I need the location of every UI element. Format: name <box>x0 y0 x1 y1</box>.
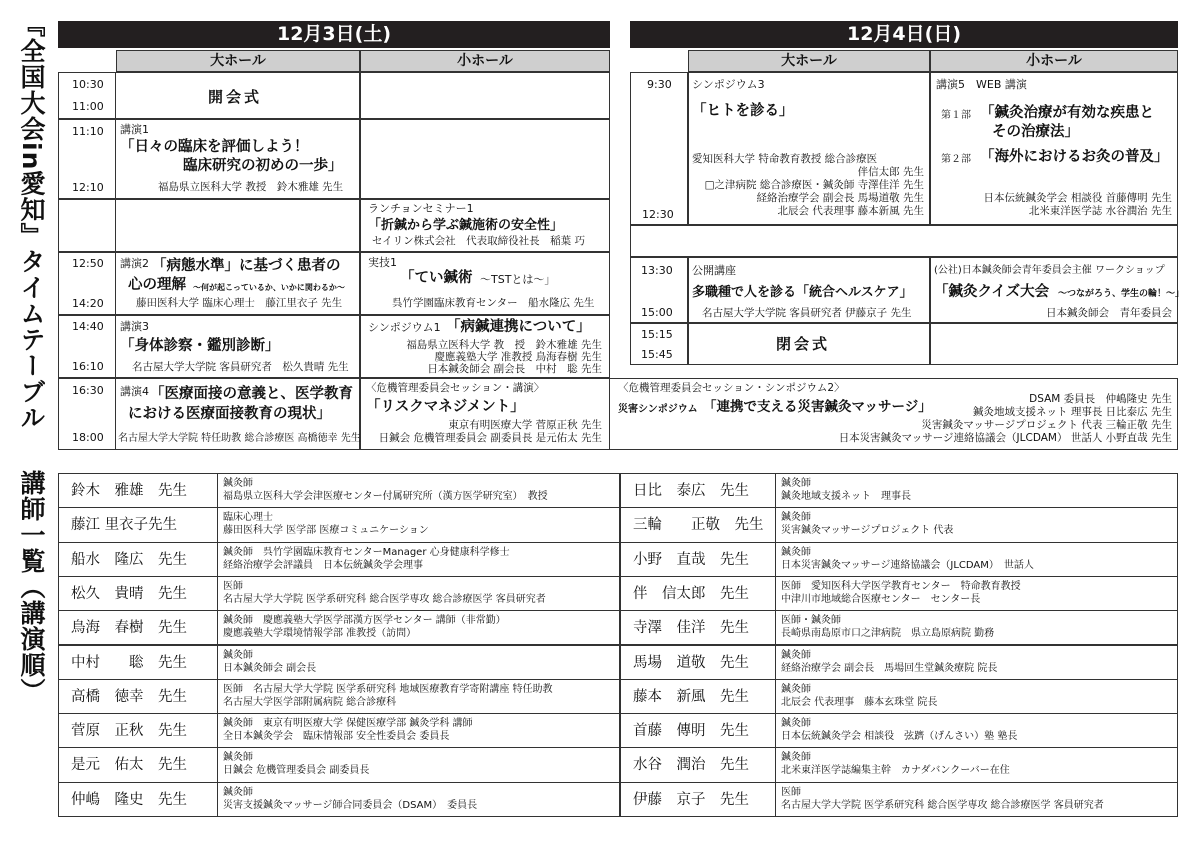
speaker-name: 是元 佑太 先生 <box>71 757 187 774</box>
speaker-affiliation-line1: 鍼灸師 <box>781 546 811 558</box>
day2-symposium3-speaker2: □之津病院 総合診療医・鍼灸師 寺澤佳洋 先生 <box>704 179 924 191</box>
day1-lecture1-title-line2: 臨床研究の初めの一歩」 <box>183 158 343 174</box>
day1-risk-title: 「リスクマネジメント」 <box>366 399 525 415</box>
day1-lecture4-end-time: 18:00 <box>72 431 104 444</box>
speaker-row <box>58 473 620 508</box>
speaker-name: 日比 泰広 先生 <box>633 483 749 499</box>
day2-symposium3-speaker4: 北辰会 代表理事 藤本新風 先生 <box>777 205 924 217</box>
speaker-row <box>620 576 1178 611</box>
day1-lecture2-speaker: 藤田医科大学 臨床心理士 藤江里衣子 先生 <box>136 297 343 309</box>
speaker-affiliation-line2: 北米東洋医学誌編集主幹 カナダバンクーバー在住 <box>781 765 1010 777</box>
day2-symposium3-label: シンポジウム3 <box>692 78 765 91</box>
day2-closing-end-time: 15:45 <box>641 348 673 361</box>
day2-quiz-title: 「鍼灸クイズ大会 <box>934 284 1050 300</box>
speaker-row <box>58 713 620 748</box>
day1-header: 12月3日(土) <box>58 21 610 48</box>
speaker-name: 伊藤 京子 先生 <box>633 791 749 808</box>
speaker-name: 中村 聡 先生 <box>71 654 187 671</box>
speaker-row-divider <box>775 543 776 576</box>
speaker-name: 鈴木 雅雄 先生 <box>71 483 187 499</box>
speaker-row <box>58 679 620 714</box>
day1-practice1-title-sub: ～TSTとは～」 <box>480 273 556 286</box>
speaker-affiliation-line1: 鍼灸師 慶應義塾大学医学部漢方医学センター 講師（非常勤） <box>223 615 506 627</box>
day1-hall-small: 小ホール <box>360 50 610 72</box>
speaker-row <box>58 576 620 611</box>
day2-hall-small: 小ホール <box>930 50 1178 72</box>
day1-lecture3-title: 「身体診察・鑑別診断」 <box>120 338 280 354</box>
speaker-affiliation-line2: 名古屋大学大学院 医学系研究科 総合医学専攻 総合診療医学 客員研究者 <box>781 799 1104 811</box>
speaker-row-divider <box>775 714 776 747</box>
day2-header: 12月4日(日) <box>630 21 1178 48</box>
speaker-name: 首藤 傳明 先生 <box>633 723 749 740</box>
speaker-affiliation-line1: 医師 <box>223 580 243 592</box>
speaker-affiliation-line2: 慶應義塾大学環境情報学部 准教授（訪問） <box>223 628 417 640</box>
speaker-name: 水谷 潤治 先生 <box>633 757 749 774</box>
day1-symposium1-title: 「病鍼連携について」 <box>446 319 591 335</box>
day2-symposium3-start-time: 9:30 <box>647 78 672 91</box>
day1-lecture4-title-line1: 「医療面接の意義と、医学教育 <box>150 386 353 402</box>
day2-lecture5-label: 講演5 WEB 講演 <box>936 78 1027 91</box>
speaker-affiliation-line2: 北辰会 代表理事 藤本玄珠堂 院長 <box>781 696 938 708</box>
speaker-affiliation-line1: 鍼灸師 <box>781 649 811 661</box>
day1-luncheon-label: ランチョンセミナー1 <box>368 202 474 215</box>
day1-practice1-speaker: 呉竹学園臨床教育センター 船水隆広 先生 <box>392 297 595 309</box>
speaker-name: 高橋 徳幸 先生 <box>71 688 187 705</box>
day1-lecture2-label: 講演2 <box>120 257 149 270</box>
speaker-row <box>58 747 620 782</box>
speaker-list-side-title: 講師一覧（講演順） <box>17 470 46 704</box>
speaker-name: 馬場 道敬 先生 <box>633 654 749 671</box>
speaker-affiliation-line1: 鍼灸師 <box>781 512 811 524</box>
day1-opening-small-empty <box>360 72 610 119</box>
day1-lecture2-end-time: 14:20 <box>72 297 104 310</box>
day2-lecture5-title1-line1: 「鍼灸治療が有効な疾患と <box>980 105 1154 121</box>
speaker-name: 船水 隆広 先生 <box>71 551 187 568</box>
day2-lecture5-part2: 第２部 <box>941 154 971 165</box>
speaker-row-divider <box>217 611 218 644</box>
speaker-affiliation-line2: 経絡治療学会評議員 日本伝統鍼灸学会理事 <box>223 559 423 571</box>
speaker-name: 藤江 里衣子先生 <box>71 517 178 534</box>
speaker-affiliation-line2: 福島県立医科大学会津医療センター付属研究所（漢方医学研究室） 教授 <box>223 491 548 502</box>
speaker-affiliation-line2: 日本鍼灸師会 副会長 <box>223 662 317 674</box>
day1-symposium1-speaker2: 慶應義塾大学 准教授 鳥海春樹 先生 <box>434 351 602 363</box>
speaker-row-divider <box>217 474 218 507</box>
day2-public-end-time: 15:00 <box>641 306 673 319</box>
day1-lecture1-end-time: 12:10 <box>72 181 104 194</box>
speaker-row <box>620 782 1178 817</box>
day2-closing-small-empty <box>930 323 1178 365</box>
day1-lecture1-speaker: 福島県立医科大学 教授 鈴木雅雄 先生 <box>158 181 344 193</box>
day1-lecture2-note: ～何が起こっているか、いかに関わるか～ <box>193 283 345 292</box>
day2-symposium3-end-time: 12:30 <box>642 208 674 221</box>
day2-lecture5-speaker2: 北米東洋医学誌 水谷潤治 先生 <box>1028 205 1172 217</box>
speaker-name: 松久 貴晴 先生 <box>71 585 187 602</box>
day2-quiz-label: (公社)日本鍼灸師会青年委員会主催 ワークショップ <box>934 265 1165 276</box>
day1-lecture2-start-time: 12:50 <box>72 257 104 270</box>
day1-lecture1-title-line1: 「日々の臨床を評価しよう！ <box>120 139 309 155</box>
speaker-affiliation-line1: 医師 愛知医科大学医学教育センター 特命教育教授 <box>781 580 1021 592</box>
speaker-row <box>620 542 1178 577</box>
day2-symposium2-title: 「連携で支える災害鍼灸マッサージ」 <box>703 399 932 415</box>
day2-public-speaker: 名古屋大学大学院 客員研究者 伊藤京子 先生 <box>702 307 912 319</box>
day1-opening-end-time: 11:00 <box>72 100 104 113</box>
speaker-affiliation-line1: 鍼灸師 <box>781 478 811 489</box>
day2-symposium3-speaker3: 経絡治療学会 副会長 馬場道敬 先生 <box>756 192 924 204</box>
speaker-row <box>620 473 1178 508</box>
day2-symposium2-speaker2: 鍼灸地域支援ネット 理事長 日比泰広 先生 <box>972 406 1172 418</box>
speaker-row-divider <box>775 748 776 781</box>
day1-opening-title: 開会式 <box>208 88 263 106</box>
day1-lecture4-label: 講演4 <box>120 385 149 398</box>
day2-public-label: 公開講座 <box>692 264 736 277</box>
day2-symposium2-speaker4: 日本災害鍼灸マッサージ連絡協議会（JLCDAM） 世話人 小野直哉 先生 <box>838 432 1172 444</box>
speaker-name: 仲嶋 隆史 先生 <box>71 791 187 808</box>
day1-practice1-title: 「てい鍼術 <box>400 270 473 286</box>
day2-closing-title: 閉会式 <box>776 335 831 353</box>
day1-symposium1-speaker3: 日本鍼灸師会 副会長 中村 聡 先生 <box>427 363 602 375</box>
day1-lecture4-speaker: 名古屋大学大学院 特任助教 総合診療医 高橋徳幸 先生 <box>118 433 361 444</box>
speaker-affiliation-line1: 医師・鍼灸師 <box>781 615 841 627</box>
speaker-affiliation-line2: 名古屋大学医学部附属病院 総合診療科 <box>223 696 397 708</box>
day1-lecture3-label: 講演3 <box>120 320 149 333</box>
day2-lecture5-title2: 「海外におけるお灸の普及」 <box>980 149 1169 165</box>
speaker-affiliation-line1: 鍼灸師 <box>223 752 253 764</box>
speaker-affiliation-line2: 長崎県南島原市口之津病院 県立島原病院 勤務 <box>781 628 995 640</box>
speaker-row-divider <box>775 646 776 679</box>
speaker-row-divider <box>217 748 218 781</box>
day2-lecture5-speaker1: 日本伝統鍼灸学会 相談役 首藤傳明 先生 <box>983 192 1172 204</box>
day1-lecture4-start-time: 16:30 <box>72 384 104 397</box>
speaker-affiliation-line1: 医師 名古屋大学大学院 医学系研究科 地域医療教育学寄附講座 特任助教 <box>223 683 553 695</box>
day2-public-title: 多職種で人を診る「統合ヘルスケア」 <box>692 285 913 300</box>
day1-lecture2-title-line2: 心の理解 <box>128 277 186 293</box>
day2-symposium2-speaker3: 災害鍼灸マッサージプロジェクト 代表 三輪正敬 先生 <box>921 419 1172 431</box>
day2-public-start-time: 13:30 <box>641 264 673 277</box>
speaker-row-divider <box>217 783 218 816</box>
day2-quiz-title-sub: ～つながろう、学生の輪！～」 <box>1058 289 1185 299</box>
day1-lecture1-start-time: 11:10 <box>72 125 104 138</box>
day1-opening-start-time: 10:30 <box>72 78 104 91</box>
day1-risk-speaker2: 日鍼会 危機管理委員会 副委員長 是元佑太 先生 <box>378 432 602 444</box>
speaker-affiliation-line1: 鍼灸師 <box>223 649 253 661</box>
day2-quiz-speaker: 日本鍼灸師会 青年委員会 <box>1046 307 1172 319</box>
speaker-row-divider <box>775 611 776 644</box>
speaker-name: 小野 直哉 先生 <box>633 551 749 568</box>
speaker-affiliation-line2: 日鍼会 危機管理委員会 副委員長 <box>223 765 370 777</box>
day1-lecture3-speaker: 名古屋大学大学院 客員研究者 松久貴晴 先生 <box>132 361 349 373</box>
speaker-row-divider <box>217 680 218 713</box>
speaker-row-divider <box>775 577 776 610</box>
speaker-row <box>620 610 1178 645</box>
day1-lecture4-title-line2: における医療面接教育の現状」 <box>128 406 331 422</box>
speaker-row <box>58 542 620 577</box>
day1-lecture3-start-time: 14:40 <box>72 320 104 333</box>
speaker-row <box>620 679 1178 714</box>
day2-break-row <box>630 225 1178 257</box>
speaker-affiliation-line1: 鍼灸師 <box>781 752 811 764</box>
speaker-row-divider <box>217 646 218 679</box>
day2-symposium3-speaker1b: 伴信太郎 先生 <box>857 166 924 178</box>
speaker-row-divider <box>217 577 218 610</box>
speaker-name: 鳥海 春樹 先生 <box>71 620 187 637</box>
speaker-row <box>58 507 620 542</box>
day2-symposium2-label: 〈危機管理委員会セッション・シンポジウム2〉 <box>618 382 845 394</box>
day1-risk-label: 〈危機管理委員会セッション・講演〉 <box>366 382 545 394</box>
day1-lecture3-end-time: 16:10 <box>72 360 104 373</box>
speaker-row <box>58 782 620 817</box>
day2-hall-big: 大ホール <box>688 50 930 72</box>
day1-risk-speaker1: 東京有明医療大学 菅原正秋 先生 <box>448 419 602 431</box>
speaker-name: 伴 信太郎 先生 <box>633 585 749 602</box>
day1-practice1-label: 実技1 <box>368 256 397 269</box>
speaker-affiliation-line2: 災害鍼灸マッサージプロジェクト 代表 <box>781 525 954 537</box>
speaker-affiliation-line1: 鍼灸師 東京有明医療大学 保健医療学部 鍼灸学科 講師 <box>223 718 473 730</box>
speaker-row-divider <box>217 508 218 541</box>
speaker-row-divider <box>775 508 776 541</box>
day1-lecture2-title-line1: 「病態水準」に基づく患者の <box>152 258 341 274</box>
day1-luncheon-title: 「折鍼から学ぶ鍼施術の安全性」 <box>368 218 564 233</box>
speaker-affiliation-line2: 中津川市地域総合医療センター センター長 <box>781 593 981 605</box>
speaker-affiliation-line2: 日本伝統鍼灸学会 相談役 弦躋（げんさい）塾 塾長 <box>781 731 1018 743</box>
day1-symposium1-speaker1: 福島県立医科大学 教 授 鈴木雅雄 先生 <box>406 339 602 351</box>
timetable-side-title: 『全国大会in愛知』タイムテーブル <box>17 12 46 431</box>
speaker-row-divider <box>217 543 218 576</box>
speaker-row-divider <box>775 680 776 713</box>
day1-luncheon-speaker: セイリン株式会社 代表取締役社長 稲葉 巧 <box>372 235 586 247</box>
speaker-name: 菅原 正秋 先生 <box>71 723 187 740</box>
speaker-affiliation-line2: 藤田医科大学 医学部 医療コミュニケーション <box>223 525 429 537</box>
speaker-affiliation-line1: 医師 <box>781 786 801 798</box>
day1-hall-big: 大ホール <box>116 50 360 72</box>
speaker-affiliation-line1: 鍼灸師 呉竹学園臨床教育センターManager 心身健康科学修士 <box>223 546 510 558</box>
day1-lecture1-label: 講演1 <box>120 123 149 136</box>
speaker-affiliation-line2: 全日本鍼灸学会 臨床情報部 安全性委員会 委員長 <box>223 731 450 743</box>
speaker-affiliation-line2: 日本災害鍼灸マッサージ連絡協議会（JLCDAM） 世話人 <box>781 559 1034 571</box>
speaker-name: 藤本 新風 先生 <box>633 688 749 705</box>
day2-closing-start-time: 15:15 <box>641 328 673 341</box>
speaker-row-divider <box>775 783 776 816</box>
speaker-row-divider <box>775 474 776 507</box>
speaker-affiliation-line2: 鍼灸地域支援ネット 理事長 <box>781 491 911 502</box>
speaker-affiliation-line2: 災害支援鍼灸マッサージ師合同委員会（DSAM） 委員長 <box>223 799 478 811</box>
speaker-affiliation-line2: 名古屋大学大学院 医学系研究科 総合医学専攻 総合診療医学 客員研究者 <box>223 593 546 605</box>
speaker-name: 三輪 正敬 先生 <box>633 517 764 534</box>
speaker-row <box>620 507 1178 542</box>
day2-symposium2-prefix: 災害シンポジウム <box>618 404 698 415</box>
speaker-affiliation-line1: 鍼灸師 <box>223 786 253 798</box>
day2-symposium3-speaker1a: 愛知医科大学 特命教育教授 総合診療医 <box>692 153 878 165</box>
speaker-row <box>58 645 620 680</box>
day2-symposium2-speaker1: DSAM 委員長 仲嶋隆史 先生 <box>1029 393 1172 405</box>
speaker-row <box>620 747 1178 782</box>
speaker-affiliation-line1: 鍼灸師 <box>781 718 811 730</box>
day1-luncheon-big-empty <box>58 199 360 252</box>
speaker-name: 寺澤 佳洋 先生 <box>633 620 749 637</box>
speaker-affiliation-line2: 経絡治療学会 副会長 馬場回生堂鍼灸療院 院長 <box>781 662 998 674</box>
speaker-affiliation-line1: 鍼灸師 <box>781 683 811 695</box>
speaker-row <box>620 645 1178 680</box>
day2-lecture5-part1: 第１部 <box>941 110 971 121</box>
speaker-affiliation-line1: 鍼灸師 <box>223 478 253 489</box>
day2-lecture5-title1-line2: その治療法」 <box>992 124 1079 140</box>
speaker-row-divider <box>217 714 218 747</box>
speaker-row <box>620 713 1178 748</box>
day1-symposium1-label: シンポジウム1 <box>368 321 441 334</box>
speaker-affiliation-line1: 臨床心理士 <box>223 512 273 524</box>
day1-lecture1-small-empty <box>360 119 610 199</box>
day2-symposium3-title: 「ヒトを診る」 <box>692 103 794 119</box>
day2-time-column-1 <box>630 72 688 225</box>
speaker-row <box>58 610 620 645</box>
